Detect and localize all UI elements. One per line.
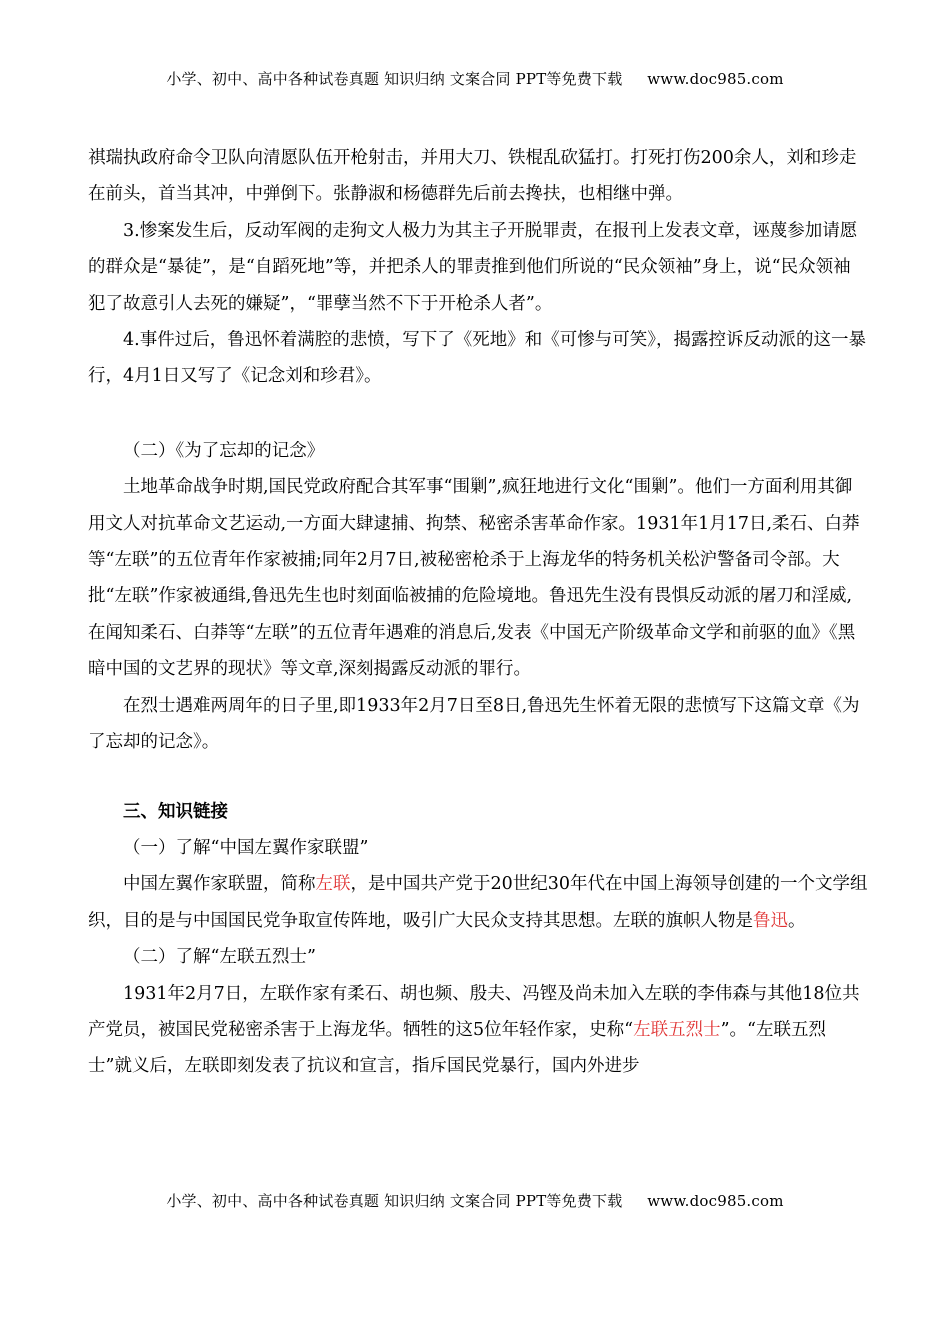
highlight-left-league: 左联 bbox=[315, 874, 351, 895]
page-header: 小学、初中、高中各种试卷真题 知识归纳 文案合同 PPT等免费下载 www.doc985.com bbox=[166, 70, 784, 88]
text-segment: ”。“左联五烈士”就义后，左联即刻发表了抗议和宣言，指斥国民党暴行，国内外进步 bbox=[88, 1019, 826, 1077]
spacer bbox=[88, 761, 868, 794]
paragraph-point-4: 4.事件过后，鲁迅怀着满腔的悲愤，写下了《死地》和《可惨与可笑》，揭露控诉反动派的这一暴行，4月1日又写了《记念刘和珍君》。 bbox=[88, 330, 866, 387]
text-segment: ，是中国共产党于20世纪30年代在中国上海领导创建的一个文学组织，目的是与中国国民党争取宣传阵地，吸引广大民众支持其思想。左联的旗帜人物是 bbox=[88, 874, 868, 931]
subsection-title-forgetting: （二）《为了忘却的记念》 bbox=[123, 440, 325, 461]
subsection-title-left-league: （一）了解“中国左翼作家联盟” bbox=[123, 837, 369, 858]
document-body bbox=[88, 140, 868, 1085]
paragraph-five-martyrs bbox=[88, 976, 868, 1085]
text-segment: 。 bbox=[788, 910, 806, 931]
paragraph-left-league bbox=[88, 866, 868, 939]
text-segment: 中国左翼作家联盟，简称 bbox=[123, 874, 316, 895]
paragraph-point-3: 3.惨案发生后，反动军阀的走狗文人极力为其主子开脱罪责，在报刊上发表文章，诬蔑参加请愿的群众是“暴徒”，是“自蹈死地”等，并把杀人的罪责推到他们所说的“民众领袖”身上，说“民众领袖犯了故意引人去死的嫌疑”，“罪孽当然不下于开枪杀人者”。 bbox=[88, 220, 858, 314]
spacer bbox=[88, 395, 868, 433]
text-segment: 1931年2月7日，左联作家有柔石、胡也频、殷夫、冯铿及尚未加入左联的李伟森与其他18位共产党员，被国民党秘密杀害于上海龙华。牺牲的这5位年轻作家，史称“ bbox=[88, 983, 860, 1040]
highlight-lu-xun: 鲁迅 bbox=[753, 910, 788, 931]
page-footer: 小学、初中、高中各种试卷真题 知识归纳 文案合同 PPT等免费下载 www.doc985.com bbox=[166, 1192, 784, 1210]
paragraph-massacre-continuation: 祺瑞执政府命令卫队向清愿队伍开枪射击，并用大刀、铁棍乱砍猛打。打死打伤200余人，刘和珍走在前头，首当其冲，中弹倒下。张静淑和杨德群先后前去搀扶，也相继中弹。 bbox=[88, 148, 857, 205]
paragraph-background: 土地革命战争时期,国民党政府配合其军事“围剿”,疯狂地进行文化“围剿”。他们一方面利用其御用文人对抗革命文艺运动,一方面大肆逮捕、拘禁、秘密杀害革命作家。1931年1月17日,柔石、白莽等“左联”的五位青年作家被捕;同年2月7日,被秘密枪杀于上海龙华的特务机关松沪警备司令部。大批“左联”作家被通缉,鲁迅先生也时刻面临被捕的危险境地。鲁迅先生没有畏惧反动派的屠刀和淫威,在闻知柔石、白莽等“左联”的五位青年遇难的消息后,发表《中国无产阶级革命文学和前驱的血》《黑暗中国的文艺界的现状》等文章,深刻揭露反动派的罪行。 bbox=[88, 477, 860, 680]
section-title-knowledge-link: 三、知识链接 bbox=[123, 801, 228, 822]
highlight-five-martyrs: 左联五烈士 bbox=[633, 1019, 721, 1040]
subsection-title-five-martyrs: （二）了解“左联五烈士” bbox=[123, 947, 316, 968]
paragraph-writing-date: 在烈士遇难两周年的日子里,即1933年2月7日至8日,鲁迅先生怀着无限的悲愤写下这篇文章《为了忘却的记念》。 bbox=[88, 695, 860, 753]
